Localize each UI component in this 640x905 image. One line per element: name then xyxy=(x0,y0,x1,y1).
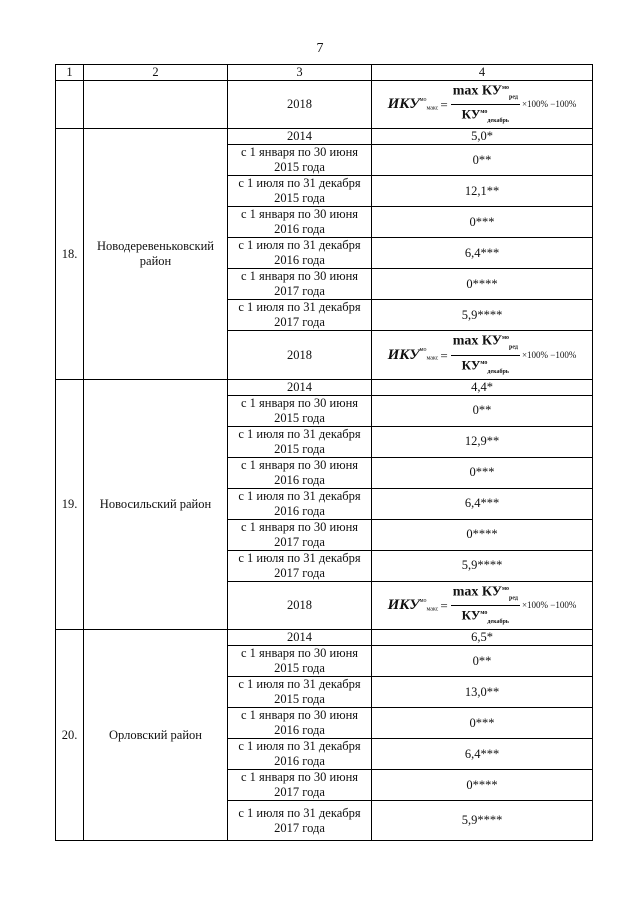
formula-num-sub: ред xyxy=(509,344,518,351)
period-cell: 2014 xyxy=(228,379,372,395)
period-cell: с 1 января по 30 июня 2017 года xyxy=(228,269,372,300)
period-cell: с 1 января по 30 июня 2017 года xyxy=(228,519,372,550)
district-cell: Новодеревеньковский район xyxy=(84,129,228,379)
index-value-cell: 0** xyxy=(372,145,593,176)
formula-denominator-text: КУ xyxy=(461,607,481,623)
formula-num-sup: мо xyxy=(502,585,510,592)
column-header: 4 xyxy=(372,65,593,81)
period-cell: 2014 xyxy=(228,129,372,145)
table-row xyxy=(56,379,593,395)
column-header: 3 xyxy=(228,65,372,81)
formula-lhs-indices xyxy=(420,93,439,116)
formula-numerator xyxy=(451,582,520,606)
formula-fraction xyxy=(451,331,520,378)
formula-num-sub: ред xyxy=(509,94,518,101)
formula-den-sup: мо xyxy=(480,109,488,116)
column-header-row xyxy=(56,65,593,81)
index-value-cell xyxy=(372,331,593,379)
formula-lhs-sub: макс xyxy=(426,355,439,362)
formula-lhs-sup: мо xyxy=(419,347,427,354)
formula-num-sub: ред xyxy=(509,595,518,602)
formula-den-sub: декабрь xyxy=(487,118,509,125)
row-number-cell: 20. xyxy=(56,630,84,841)
formula-tail: ×100% −100% xyxy=(521,599,577,610)
index-value-cell: 0*** xyxy=(372,708,593,739)
index-formula xyxy=(388,331,577,378)
formula-lhs-sup: мо xyxy=(419,597,427,604)
formula-lhs-indices xyxy=(420,594,439,617)
period-cell: с 1 января по 30 июня 2015 года xyxy=(228,395,372,426)
index-value-cell: 0** xyxy=(372,395,593,426)
index-value-cell: 0*** xyxy=(372,207,593,238)
period-cell: с 1 июля по 31 декабря 2016 года xyxy=(228,238,372,269)
district-cell: Новосильский район xyxy=(84,379,228,629)
index-value-cell: 6,4*** xyxy=(372,739,593,770)
index-value-cell: 0** xyxy=(372,646,593,677)
formula-numerator-text: max КУ xyxy=(452,83,502,99)
period-cell: с 1 июля по 31 декабря 2015 года xyxy=(228,426,372,457)
index-value-cell: 12,9** xyxy=(372,426,593,457)
index-value-cell: 4,4* xyxy=(372,379,593,395)
formula-numerator xyxy=(451,81,520,105)
column-header: 1 xyxy=(56,65,84,81)
index-value-cell xyxy=(372,581,593,629)
index-value-cell: 6,4*** xyxy=(372,488,593,519)
district-cell: Орловский район xyxy=(84,630,228,841)
index-value-cell: 5,9**** xyxy=(372,801,593,841)
index-value-cell xyxy=(372,81,593,129)
period-cell: с 1 января по 30 июня 2016 года xyxy=(228,457,372,488)
period-cell: с 1 июля по 31 декабря 2017 года xyxy=(228,550,372,581)
index-value-cell: 0**** xyxy=(372,269,593,300)
period-cell: с 1 января по 30 июня 2016 года xyxy=(228,708,372,739)
formula-fraction xyxy=(451,582,520,629)
formula-denominator xyxy=(462,105,509,128)
formula-num-sup: мо xyxy=(502,85,510,91)
index-formula xyxy=(388,582,577,629)
table-body xyxy=(56,81,593,841)
formula-tail: ×100% −100% xyxy=(521,99,577,110)
tariff-table xyxy=(55,64,593,841)
period-cell: с 1 июля по 31 декабря 2017 года xyxy=(228,801,372,841)
index-value-cell: 0**** xyxy=(372,770,593,801)
formula-lhs: ИКУ xyxy=(387,96,420,113)
formula-num-sup: мо xyxy=(502,335,510,342)
period-cell: с 1 июля по 31 декабря 2015 года xyxy=(228,176,372,207)
district-cell xyxy=(84,81,228,129)
period-cell: с 1 января по 30 июня 2016 года xyxy=(228,207,372,238)
formula-lhs-sub: макс xyxy=(426,105,439,112)
period-cell: 2018 xyxy=(228,331,372,379)
index-value-cell: 6,5* xyxy=(372,630,593,646)
index-value-cell: 0**** xyxy=(372,519,593,550)
row-number-cell: 19. xyxy=(56,379,84,629)
formula-equals: = xyxy=(440,347,448,363)
row-number-cell xyxy=(56,81,84,129)
formula-lhs-indices xyxy=(420,343,439,366)
index-value-cell: 6,4*** xyxy=(372,238,593,269)
formula-equals: = xyxy=(440,597,448,613)
formula-denominator xyxy=(462,356,509,379)
index-formula xyxy=(388,81,577,128)
row-number-cell: 18. xyxy=(56,129,84,379)
formula-lhs-sub: макс xyxy=(426,606,439,613)
period-cell: с 1 января по 30 июня 2015 года xyxy=(228,145,372,176)
formula-lhs-sup: мо xyxy=(419,96,427,103)
period-cell: 2018 xyxy=(228,81,372,129)
index-value-cell: 13,0** xyxy=(372,677,593,708)
period-cell: 2018 xyxy=(228,581,372,629)
formula-denominator-text: КУ xyxy=(461,106,481,122)
formula-den-sub: декабрь xyxy=(487,368,509,375)
index-value-cell: 12,1** xyxy=(372,176,593,207)
formula-lhs: ИКУ xyxy=(387,346,420,363)
period-cell: 2014 xyxy=(228,630,372,646)
formula-denominator xyxy=(462,606,509,629)
index-value-cell: 5,0* xyxy=(372,129,593,145)
period-cell: с 1 июля по 31 декабря 2016 года xyxy=(228,739,372,770)
period-cell: с 1 января по 30 июня 2015 года xyxy=(228,646,372,677)
formula-den-sup: мо xyxy=(480,610,488,617)
period-cell: с 1 июля по 31 декабря 2016 года xyxy=(228,488,372,519)
formula-den-sub: декабрь xyxy=(487,619,509,626)
formula-numerator-text: max КУ xyxy=(452,584,502,600)
formula-numerator-text: max КУ xyxy=(452,334,502,350)
table-row xyxy=(56,630,593,646)
index-value-cell: 5,9**** xyxy=(372,550,593,581)
period-cell: с 1 января по 30 июня 2017 года xyxy=(228,770,372,801)
table-row xyxy=(56,81,593,129)
formula-tail: ×100% −100% xyxy=(521,349,577,360)
period-cell: с 1 июля по 31 декабря 2015 года xyxy=(228,677,372,708)
index-value-cell: 0*** xyxy=(372,457,593,488)
formula-denominator-text: КУ xyxy=(461,357,481,373)
page-number: 7 xyxy=(316,41,324,56)
formula-lhs: ИКУ xyxy=(387,596,420,613)
index-value-cell: 5,9**** xyxy=(372,300,593,331)
formula-fraction xyxy=(451,81,520,128)
table-row xyxy=(56,129,593,145)
formula-numerator xyxy=(451,331,520,355)
formula-equals: = xyxy=(440,97,448,113)
column-header: 2 xyxy=(84,65,228,81)
period-cell: с 1 июля по 31 декабря 2017 года xyxy=(228,300,372,331)
formula-den-sup: мо xyxy=(480,359,488,366)
